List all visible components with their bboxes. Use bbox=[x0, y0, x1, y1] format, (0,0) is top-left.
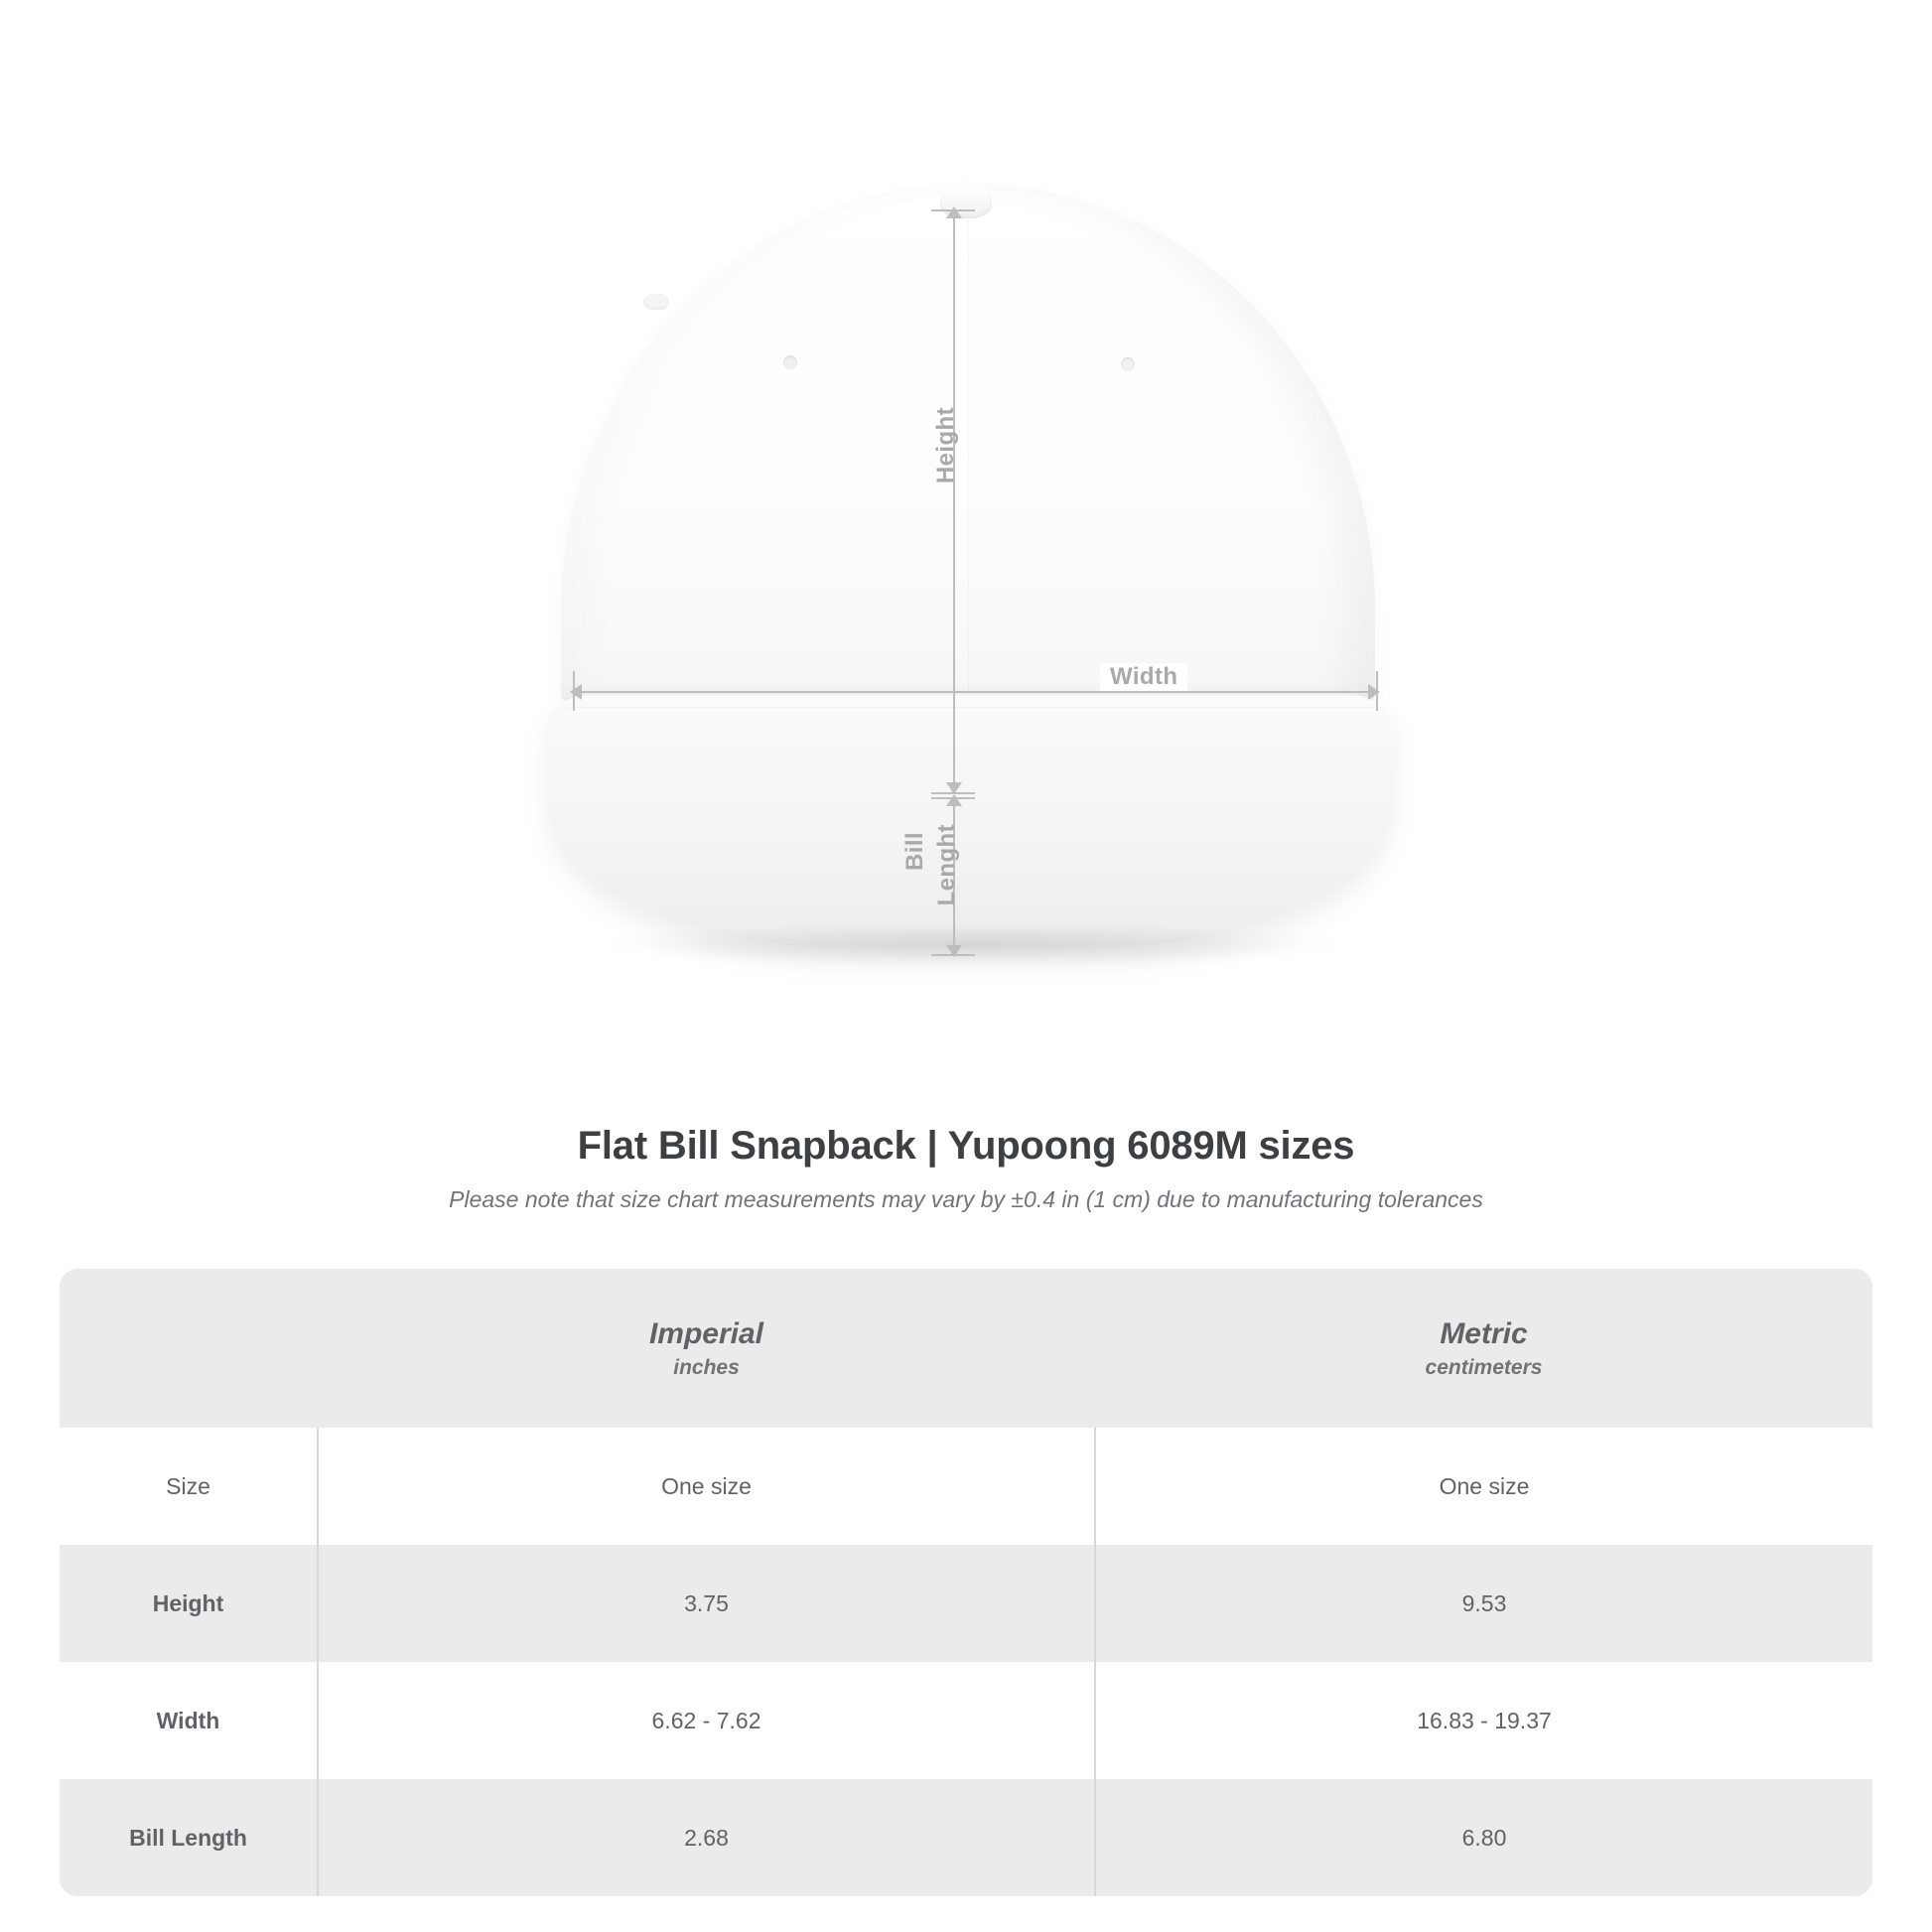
header-imperial bbox=[318, 1269, 1095, 1428]
cap-side-seam-icon bbox=[643, 294, 669, 310]
cell-size-metric: One size bbox=[1095, 1428, 1872, 1545]
cell-width-imperial: 6.62 - 7.62 bbox=[318, 1662, 1095, 1779]
cell-height-metric: 9.53 bbox=[1095, 1545, 1872, 1662]
size-chart-container bbox=[60, 1269, 1872, 1896]
table-row bbox=[60, 1545, 1872, 1662]
height-label: Height bbox=[932, 407, 959, 484]
row-label-size: Size bbox=[60, 1428, 318, 1545]
cap-crown-icon bbox=[561, 184, 1375, 710]
bill-length-label-line1: Bill bbox=[901, 832, 928, 871]
header-corner-cell bbox=[60, 1269, 318, 1428]
cell-width-metric: 16.83 - 19.37 bbox=[1095, 1662, 1872, 1779]
row-label-width: Width bbox=[60, 1662, 318, 1779]
bill-length-label-line2: Lenght bbox=[933, 824, 960, 906]
page-title: Flat Bill Snapback | Yupoong 6089M sizes bbox=[577, 1124, 1355, 1168]
cap-eyelet-left-icon bbox=[783, 355, 797, 369]
cap-bill-icon bbox=[548, 695, 1392, 948]
cell-bill-length-imperial: 2.68 bbox=[318, 1779, 1095, 1896]
size-chart-table bbox=[60, 1269, 1872, 1896]
table-row bbox=[60, 1662, 1872, 1779]
cell-bill-length-metric: 6.80 bbox=[1095, 1779, 1872, 1896]
width-label: Width bbox=[1100, 663, 1187, 691]
cap-drop-shadow bbox=[596, 923, 1350, 967]
row-label-bill-length: Bill Length bbox=[60, 1779, 318, 1896]
header-metric-name: Metric bbox=[1440, 1316, 1528, 1350]
cell-height-imperial: 3.75 bbox=[318, 1545, 1095, 1662]
cell-size-imperial: One size bbox=[318, 1428, 1095, 1545]
header-metric-unit: centimeters bbox=[1425, 1355, 1543, 1379]
table-header-row bbox=[60, 1269, 1872, 1428]
row-label-height: Height bbox=[60, 1545, 318, 1662]
page-subtitle: Please note that size chart measurements may vary by ±0.4 in (1 cm) due to manufacturing tolerances bbox=[449, 1186, 1483, 1212]
header-imperial-unit: inches bbox=[673, 1355, 740, 1379]
table-row bbox=[60, 1779, 1872, 1896]
table-row bbox=[60, 1428, 1872, 1545]
cap-eyelet-right-icon bbox=[1121, 357, 1135, 371]
header-metric bbox=[1095, 1269, 1872, 1428]
header-imperial-name: Imperial bbox=[648, 1316, 764, 1350]
chart-headings bbox=[0, 1124, 1932, 1213]
